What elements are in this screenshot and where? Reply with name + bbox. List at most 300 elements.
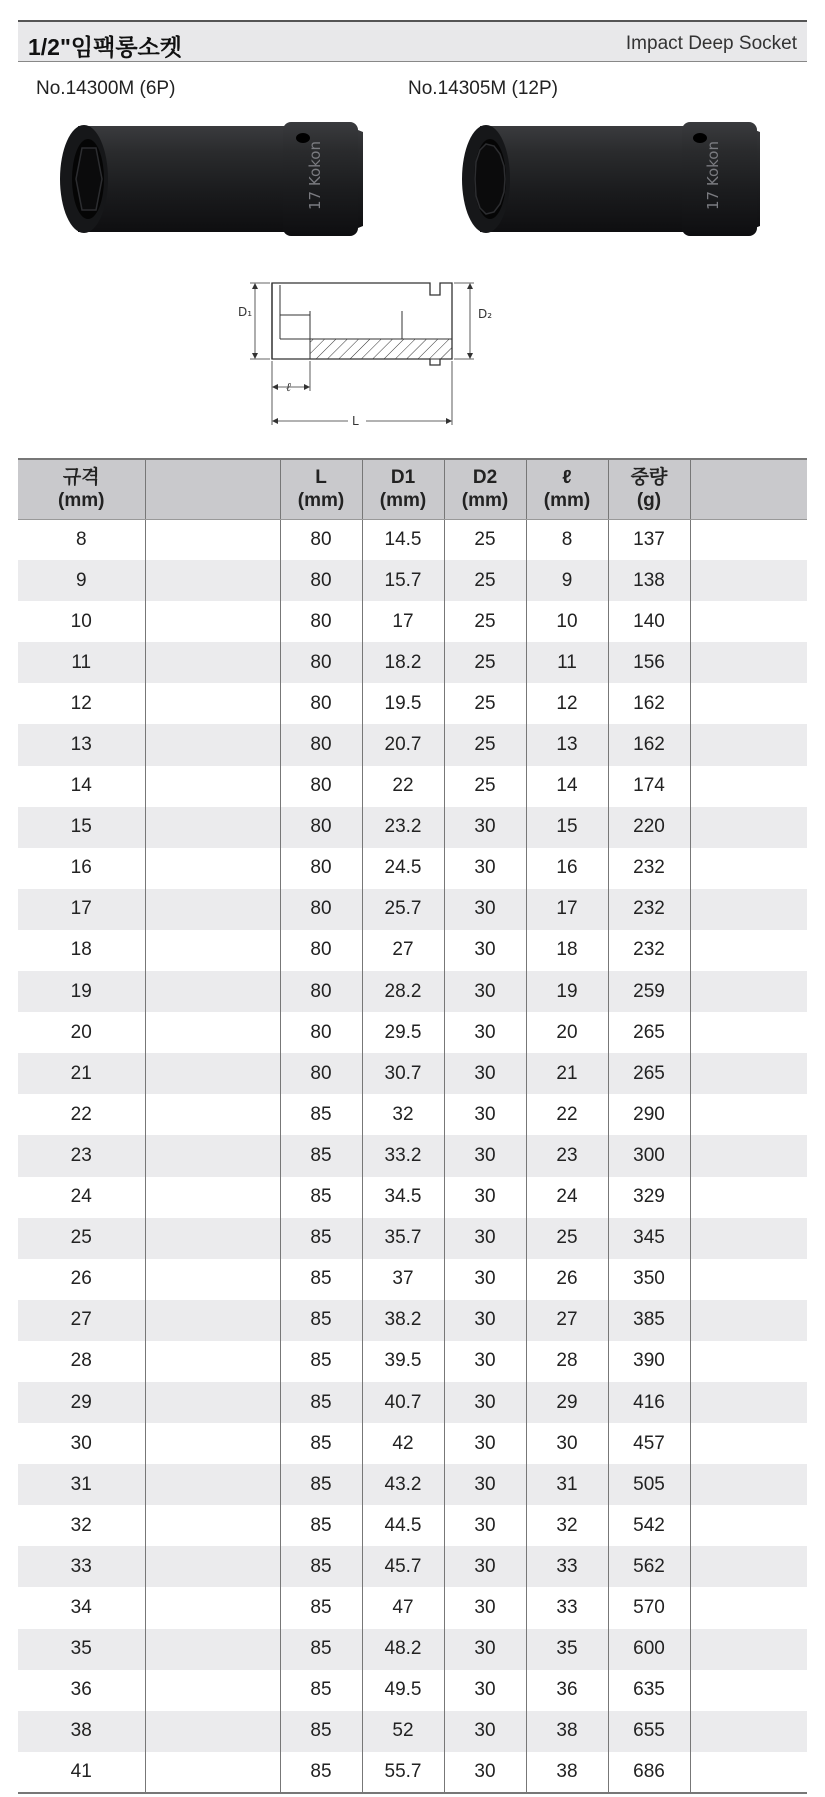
cell-d1: 48.2 <box>362 1629 444 1670</box>
cell-length: 85 <box>280 1177 362 1218</box>
cell-length: 80 <box>280 889 362 930</box>
header-weight-unit: (g) <box>636 490 662 512</box>
table-row <box>18 1177 807 1218</box>
cell-l: 35 <box>526 1629 608 1670</box>
cell-d2: 30 <box>444 1423 526 1464</box>
cell-weight: 232 <box>608 848 690 889</box>
header-blank-1 <box>145 459 280 519</box>
cell-l: 10 <box>526 601 608 642</box>
socket-engraving: 17 Kokon <box>704 141 722 210</box>
cell-length: 85 <box>280 1300 362 1341</box>
cell-d1: 20.7 <box>362 724 444 765</box>
cell-blank-1 <box>145 1012 280 1053</box>
header-l <box>526 459 608 519</box>
cell-d1: 23.2 <box>362 807 444 848</box>
cell-weight: 329 <box>608 1177 690 1218</box>
cell-weight: 140 <box>608 601 690 642</box>
cell-weight: 542 <box>608 1505 690 1546</box>
table-row <box>18 1341 807 1382</box>
cell-d2: 30 <box>444 1587 526 1628</box>
cell-d2: 30 <box>444 971 526 1012</box>
table-row <box>18 1629 807 1670</box>
cell-d2: 30 <box>444 1670 526 1711</box>
table-row <box>18 601 807 642</box>
cell-d1: 37 <box>362 1259 444 1300</box>
header-size-label: 규격 <box>62 467 100 489</box>
cell-blank-1 <box>145 1464 280 1505</box>
page-subtitle: Impact Deep Socket <box>625 33 797 54</box>
table-row <box>18 1423 807 1464</box>
cell-l: 21 <box>526 1053 608 1094</box>
table-row <box>18 724 807 765</box>
cell-blank-2 <box>690 1341 807 1382</box>
cell-d2: 30 <box>444 1300 526 1341</box>
cell-blank-1 <box>145 848 280 889</box>
cell-l: 19 <box>526 971 608 1012</box>
cell-d1: 17 <box>362 601 444 642</box>
cell-blank-1 <box>145 519 280 560</box>
cell-size: 16 <box>70 857 92 879</box>
header-d1 <box>362 459 444 519</box>
cell-blank-2 <box>690 1094 807 1135</box>
header-d2-label: D2 <box>472 467 498 489</box>
cell-length: 80 <box>280 807 362 848</box>
cell-blank-1 <box>145 1259 280 1300</box>
cell-d2: 25 <box>444 766 526 807</box>
cell-l: 33 <box>526 1587 608 1628</box>
cell-size: 31 <box>18 1464 145 1505</box>
cell-length: 85 <box>280 1259 362 1300</box>
cell-size: 22 <box>70 1103 92 1125</box>
cell-blank-1 <box>145 601 280 642</box>
header-size-unit: (mm) <box>58 490 105 512</box>
cell-d1: 18.2 <box>362 642 444 683</box>
cell-size: 20 <box>70 1021 92 1043</box>
cell-blank-1 <box>145 1752 280 1793</box>
table-row <box>18 1464 807 1505</box>
header-length-label: L <box>315 467 327 489</box>
cell-weight: 300 <box>608 1135 690 1176</box>
cell-weight: 156 <box>608 642 690 683</box>
spec-table <box>18 458 807 1794</box>
page-title: 1/2"임팩롱소켓 <box>28 34 182 60</box>
cell-blank-2 <box>690 1464 807 1505</box>
cell-d1: 15.7 <box>362 560 444 601</box>
cell-d1: 47 <box>362 1587 444 1628</box>
cell-length: 80 <box>280 601 362 642</box>
cell-length: 85 <box>280 1505 362 1546</box>
cell-l: 36 <box>526 1670 608 1711</box>
socket-engraving: 17 Kokon <box>306 141 324 210</box>
cell-blank-1 <box>145 1300 280 1341</box>
cell-d1: 45.7 <box>362 1546 444 1587</box>
cell-l: 9 <box>526 560 608 601</box>
table-row <box>18 642 807 683</box>
cell-blank-1 <box>145 1053 280 1094</box>
cell-d2: 30 <box>444 1711 526 1752</box>
table-row <box>18 1505 807 1546</box>
cell-blank-2 <box>690 1752 807 1793</box>
cell-weight: 232 <box>608 930 690 971</box>
header-length-unit: (mm) <box>297 490 345 512</box>
cell-blank-2 <box>690 1546 807 1587</box>
cell-l: 23 <box>526 1135 608 1176</box>
cell-d1: 44.5 <box>362 1505 444 1546</box>
table-row <box>18 1752 807 1793</box>
header-length <box>280 459 362 519</box>
cell-l: 25 <box>526 1218 608 1259</box>
header-l-label: ℓ <box>562 467 572 489</box>
cell-blank-2 <box>690 1505 807 1546</box>
cell-weight: 174 <box>608 766 690 807</box>
cell-blank-2 <box>690 1135 807 1176</box>
cell-length: 80 <box>280 560 362 601</box>
cell-d1: 40.7 <box>362 1382 444 1423</box>
cell-d2: 30 <box>444 1629 526 1670</box>
cell-d2: 30 <box>444 930 526 971</box>
header-d1-unit: (mm) <box>379 490 427 512</box>
cell-blank-2 <box>690 848 807 889</box>
table-row <box>18 1135 807 1176</box>
cell-size: 24 <box>70 1186 92 1208</box>
cell-d2: 30 <box>444 1259 526 1300</box>
cell-blank-2 <box>690 1629 807 1670</box>
cell-weight: 600 <box>608 1629 690 1670</box>
cell-size: 25 <box>18 1218 145 1259</box>
cell-weight: 457 <box>608 1423 690 1464</box>
cell-weight: 570 <box>608 1587 690 1628</box>
cell-l: 31 <box>526 1464 608 1505</box>
cell-size: 27 <box>18 1300 145 1341</box>
cell-size: 29 <box>18 1382 145 1423</box>
table-row <box>18 683 807 724</box>
cell-l: 20 <box>526 1012 608 1053</box>
cell-l: 26 <box>526 1259 608 1300</box>
cell-blank-1 <box>145 1587 280 1628</box>
cell-weight: 138 <box>608 560 690 601</box>
cell-weight: 505 <box>608 1464 690 1505</box>
cell-length: 80 <box>280 1012 362 1053</box>
cell-size: 36 <box>70 1679 92 1701</box>
cell-blank-2 <box>690 766 807 807</box>
table-row <box>18 1670 807 1711</box>
cell-blank-1 <box>145 724 280 765</box>
cell-blank-2 <box>690 889 807 930</box>
cell-length: 80 <box>280 683 362 724</box>
header-weight <box>608 459 690 519</box>
cell-d2: 30 <box>444 1752 526 1793</box>
cell-d1: 30.7 <box>362 1053 444 1094</box>
cell-size: 8 <box>75 528 87 550</box>
table-row <box>18 1012 807 1053</box>
cell-blank-2 <box>690 930 807 971</box>
table-row <box>18 848 807 889</box>
l-small-label: ℓ <box>286 380 291 394</box>
model-label-12p: No.14305M (12P) <box>408 78 558 99</box>
cell-weight: 265 <box>608 1053 690 1094</box>
cell-length: 85 <box>280 1546 362 1587</box>
cell-blank-2 <box>690 1423 807 1464</box>
cell-l: 12 <box>526 683 608 724</box>
cell-blank-1 <box>145 1094 280 1135</box>
cell-d1: 39.5 <box>362 1341 444 1382</box>
model-label-6p: No.14300M (6P) <box>36 78 176 99</box>
cell-blank-1 <box>145 1423 280 1464</box>
cell-blank-1 <box>145 1670 280 1711</box>
cell-length: 80 <box>280 930 362 971</box>
cell-size: 34 <box>70 1596 92 1618</box>
cell-size: 38 <box>18 1711 145 1752</box>
cell-size: 35 <box>18 1629 145 1670</box>
cell-l: 38 <box>526 1711 608 1752</box>
cell-blank-1 <box>145 1505 280 1546</box>
cell-blank-1 <box>145 930 280 971</box>
cell-d2: 30 <box>444 848 526 889</box>
cell-d1: 35.7 <box>362 1218 444 1259</box>
table-row <box>18 1259 807 1300</box>
table-row <box>18 1711 807 1752</box>
cell-d1: 29.5 <box>362 1012 444 1053</box>
cell-size: 12 <box>70 692 92 714</box>
cell-blank-2 <box>690 1012 807 1053</box>
cell-l: 17 <box>526 889 608 930</box>
cell-blank-1 <box>145 1135 280 1176</box>
cell-weight: 220 <box>608 807 690 848</box>
cell-d1: 42 <box>362 1423 444 1464</box>
cell-size: 9 <box>18 560 145 601</box>
table-row <box>18 807 807 848</box>
cell-l: 24 <box>526 1177 608 1218</box>
cell-d1: 49.5 <box>362 1670 444 1711</box>
l-big-label: L <box>352 414 359 428</box>
cell-l: 14 <box>526 766 608 807</box>
cell-length: 85 <box>280 1670 362 1711</box>
table-row <box>18 1094 807 1135</box>
cell-d2: 30 <box>444 1505 526 1546</box>
cell-l: 15 <box>526 807 608 848</box>
cell-l: 11 <box>526 642 608 683</box>
cell-d2: 25 <box>444 642 526 683</box>
cell-l: 32 <box>526 1505 608 1546</box>
table-row <box>18 1300 807 1341</box>
cell-blank-1 <box>145 1177 280 1218</box>
cell-length: 85 <box>280 1711 362 1752</box>
cell-size: 10 <box>70 610 92 632</box>
cell-length: 80 <box>280 1053 362 1094</box>
cell-blank-2 <box>690 1587 807 1628</box>
cell-d2: 30 <box>444 1464 526 1505</box>
cell-l: 13 <box>526 724 608 765</box>
cell-length: 85 <box>280 1587 362 1628</box>
cell-l: 16 <box>526 848 608 889</box>
cell-d1: 24.5 <box>362 848 444 889</box>
table-row <box>18 1053 807 1094</box>
cell-weight: 635 <box>608 1670 690 1711</box>
cell-d2: 30 <box>444 889 526 930</box>
cell-d2: 30 <box>444 1012 526 1053</box>
cell-length: 85 <box>280 1218 362 1259</box>
cell-d2: 30 <box>444 1546 526 1587</box>
cell-d2: 25 <box>444 519 526 560</box>
cell-blank-2 <box>690 560 807 601</box>
cell-d2: 25 <box>444 724 526 765</box>
cell-size: 17 <box>18 889 145 930</box>
header-d2-unit: (mm) <box>461 490 509 512</box>
cell-d2: 30 <box>444 1218 526 1259</box>
cell-weight: 290 <box>608 1094 690 1135</box>
cell-weight: 345 <box>608 1218 690 1259</box>
cell-weight: 162 <box>608 724 690 765</box>
cell-blank-2 <box>690 724 807 765</box>
header-d2 <box>444 459 526 519</box>
cell-blank-2 <box>690 1177 807 1218</box>
cell-size: 30 <box>70 1432 92 1454</box>
table-row <box>18 971 807 1012</box>
cell-size: 32 <box>70 1514 92 1536</box>
cell-weight: 350 <box>608 1259 690 1300</box>
cell-size: 18 <box>70 939 92 961</box>
cell-d1: 34.5 <box>362 1177 444 1218</box>
cell-d2: 30 <box>444 1341 526 1382</box>
cell-blank-1 <box>145 560 280 601</box>
cell-blank-1 <box>145 1382 280 1423</box>
cell-size: 26 <box>70 1268 92 1290</box>
cell-size: 11 <box>18 642 145 683</box>
cell-blank-1 <box>145 971 280 1012</box>
table-row <box>18 930 807 971</box>
cell-weight: 232 <box>608 889 690 930</box>
cell-d2: 30 <box>444 1135 526 1176</box>
cell-weight: 259 <box>608 971 690 1012</box>
cell-d1: 43.2 <box>362 1464 444 1505</box>
table-row <box>18 1546 807 1587</box>
cell-weight: 686 <box>608 1752 690 1793</box>
cell-weight: 655 <box>608 1711 690 1752</box>
cell-size: 15 <box>18 807 145 848</box>
cell-d2: 30 <box>444 1177 526 1218</box>
cell-blank-1 <box>145 683 280 724</box>
cell-d2: 25 <box>444 560 526 601</box>
table-row <box>18 1382 807 1423</box>
cell-blank-1 <box>145 766 280 807</box>
cell-d1: 32 <box>362 1094 444 1135</box>
cell-d1: 55.7 <box>362 1752 444 1793</box>
cell-blank-1 <box>145 1546 280 1587</box>
cell-blank-1 <box>145 1629 280 1670</box>
cell-length: 85 <box>280 1382 362 1423</box>
cell-d2: 30 <box>444 807 526 848</box>
cell-weight: 390 <box>608 1341 690 1382</box>
header-l-unit: (mm) <box>543 490 591 512</box>
table-row <box>18 1587 807 1628</box>
table-row <box>18 519 807 560</box>
cell-d1: 38.2 <box>362 1300 444 1341</box>
cell-length: 85 <box>280 1629 362 1670</box>
cell-blank-2 <box>690 642 807 683</box>
cell-blank-2 <box>690 1053 807 1094</box>
cell-d2: 25 <box>444 601 526 642</box>
table-header-row <box>18 459 807 519</box>
d2-label: D₂ <box>478 307 493 321</box>
cell-l: 18 <box>526 930 608 971</box>
cell-size: 14 <box>70 775 92 797</box>
cell-weight: 265 <box>608 1012 690 1053</box>
cell-l: 27 <box>526 1300 608 1341</box>
d1-label: D₁ <box>238 305 253 319</box>
cell-d2: 25 <box>444 683 526 724</box>
cell-size: 33 <box>18 1546 145 1587</box>
cell-weight: 137 <box>608 519 690 560</box>
cell-blank-2 <box>690 1670 807 1711</box>
cell-blank-2 <box>690 601 807 642</box>
cell-d1: 52 <box>362 1711 444 1752</box>
cell-weight: 385 <box>608 1300 690 1341</box>
cell-size: 13 <box>18 724 145 765</box>
cell-blank-2 <box>690 1300 807 1341</box>
table-row <box>18 1218 807 1259</box>
cell-blank-2 <box>690 683 807 724</box>
cell-d1: 25.7 <box>362 889 444 930</box>
cell-blank-1 <box>145 1218 280 1259</box>
cell-l: 29 <box>526 1382 608 1423</box>
header-size <box>18 459 145 519</box>
table-body <box>18 519 807 1793</box>
cell-size: 19 <box>18 971 145 1012</box>
dimension-diagram <box>230 275 530 435</box>
cell-l: 22 <box>526 1094 608 1135</box>
cell-length: 85 <box>280 1752 362 1793</box>
cell-size: 28 <box>70 1350 92 1372</box>
socket-6p-image <box>58 118 378 240</box>
cell-blank-2 <box>690 1259 807 1300</box>
cell-length: 85 <box>280 1341 362 1382</box>
cell-length: 80 <box>280 971 362 1012</box>
socket-12p-image <box>460 118 770 240</box>
cell-blank-1 <box>145 1711 280 1752</box>
cell-l: 33 <box>526 1546 608 1587</box>
cell-weight: 562 <box>608 1546 690 1587</box>
cell-size: 21 <box>18 1053 145 1094</box>
cell-blank-2 <box>690 971 807 1012</box>
cell-blank-2 <box>690 1711 807 1752</box>
cell-d1: 22 <box>362 766 444 807</box>
cell-blank-1 <box>145 807 280 848</box>
cell-d1: 28.2 <box>362 971 444 1012</box>
cell-d2: 30 <box>444 1053 526 1094</box>
cell-blank-2 <box>690 807 807 848</box>
cell-length: 80 <box>280 642 362 683</box>
header-d1-label: D1 <box>390 467 416 489</box>
cell-length: 85 <box>280 1464 362 1505</box>
cell-size: 23 <box>18 1135 145 1176</box>
cell-blank-2 <box>690 519 807 560</box>
cell-size: 41 <box>18 1752 145 1793</box>
cell-d1: 19.5 <box>362 683 444 724</box>
cell-length: 80 <box>280 848 362 889</box>
cell-length: 85 <box>280 1094 362 1135</box>
cell-d1: 14.5 <box>362 519 444 560</box>
table-row <box>18 889 807 930</box>
cell-blank-1 <box>145 889 280 930</box>
cell-length: 80 <box>280 519 362 560</box>
cell-l: 38 <box>526 1752 608 1793</box>
header-blank-2 <box>690 459 807 519</box>
cell-length: 85 <box>280 1423 362 1464</box>
cell-d1: 27 <box>362 930 444 971</box>
table-row <box>18 560 807 601</box>
header-weight-label: 중량 <box>630 467 668 489</box>
cell-l: 28 <box>526 1341 608 1382</box>
